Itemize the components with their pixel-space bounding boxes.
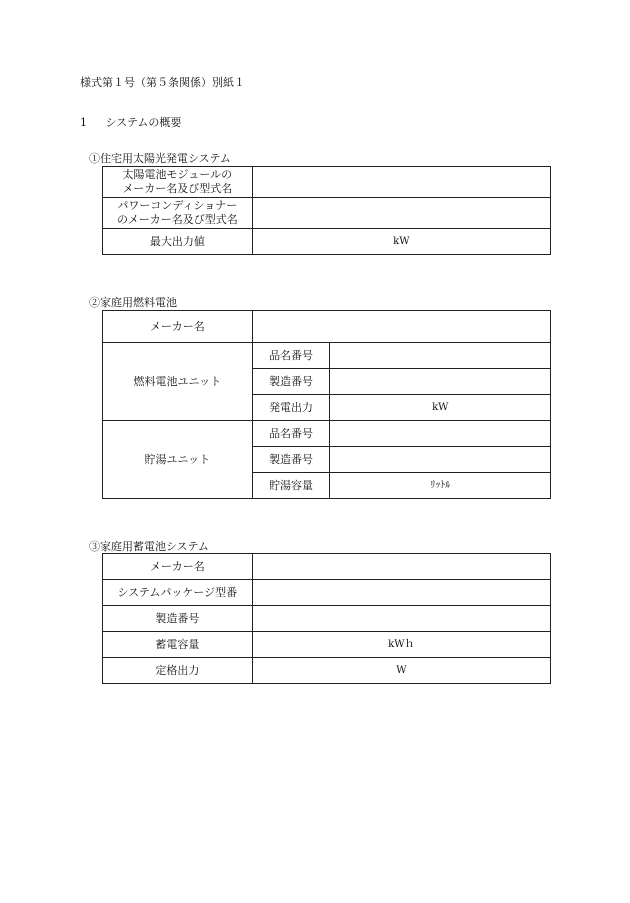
form-title: 様式第１号（第５条関係）別紙１ — [80, 76, 245, 89]
serial-number-field[interactable] — [330, 369, 551, 395]
tank-capacity-label: 貯湯容量 — [252, 473, 330, 499]
product-number-field[interactable] — [330, 343, 551, 369]
package-model-label: システムパッケージ型番 — [103, 580, 253, 606]
inverter-maker-label — [103, 198, 253, 229]
table-row — [103, 554, 551, 580]
rated-output-field[interactable]: W — [252, 658, 550, 684]
battery-maker-field[interactable] — [252, 554, 550, 580]
serial-number-field[interactable] — [330, 447, 551, 473]
product-number-field[interactable] — [330, 421, 551, 447]
serial-number-label: 製造番号 — [252, 447, 330, 473]
storage-capacity-label: 蓄電容量 — [103, 632, 253, 658]
label-line: パワーコンディショナー — [117, 199, 238, 212]
solar-title: ①住宅用太陽光発電システム — [89, 152, 231, 165]
hot-water-unit-label: 貯湯ユニット — [103, 421, 253, 499]
product-number-label: 品名番号 — [252, 343, 330, 369]
table-row — [103, 343, 551, 369]
table-row — [103, 658, 551, 684]
fuel-cell-title: ②家庭用燃料電池 — [89, 296, 177, 309]
battery-maker-label: メーカー名 — [103, 554, 253, 580]
inverter-maker-field[interactable] — [252, 198, 550, 229]
section-heading — [80, 114, 181, 130]
module-maker-field[interactable] — [252, 167, 550, 198]
serial-number-label: 製造番号 — [252, 369, 330, 395]
product-number-label: 品名番号 — [252, 421, 330, 447]
power-output-label: 発電出力 — [252, 395, 330, 421]
rated-output-label: 定格出力 — [103, 658, 253, 684]
battery-title: ③家庭用蓄電池システム — [89, 540, 209, 553]
table-row — [103, 167, 551, 198]
battery-serial-label: 製造番号 — [103, 606, 253, 632]
label-line: のメーカー名及び型式名 — [116, 213, 238, 226]
battery-table — [102, 553, 551, 684]
solar-table — [102, 166, 551, 255]
table-row — [103, 580, 551, 606]
storage-capacity-field[interactable]: kWｈ — [252, 632, 550, 658]
label-line: メーカー名及び型式名 — [122, 182, 233, 195]
max-output-label: 最大出力値 — [103, 229, 253, 255]
table-row — [103, 421, 551, 447]
fuel-cell-unit-label: 燃料電池ユニット — [103, 343, 253, 421]
section-number: 1 — [80, 116, 87, 129]
tank-capacity-field[interactable]: ﾘｯﾄﾙ — [330, 473, 551, 499]
table-row — [103, 229, 551, 255]
battery-serial-field[interactable] — [252, 606, 550, 632]
table-row — [103, 606, 551, 632]
maker-field[interactable] — [252, 311, 550, 343]
fuel-cell-table — [102, 310, 551, 499]
module-maker-label — [103, 167, 253, 198]
maker-label: メーカー名 — [103, 311, 253, 343]
max-output-field[interactable]: kW — [252, 229, 550, 255]
power-output-field[interactable]: kW — [330, 395, 551, 421]
label-line: 太陽電池モジュールの — [122, 168, 233, 181]
package-model-field[interactable] — [252, 580, 550, 606]
section-title: システムの概要 — [105, 116, 182, 129]
table-row — [103, 311, 551, 343]
table-row — [103, 198, 551, 229]
table-row — [103, 632, 551, 658]
